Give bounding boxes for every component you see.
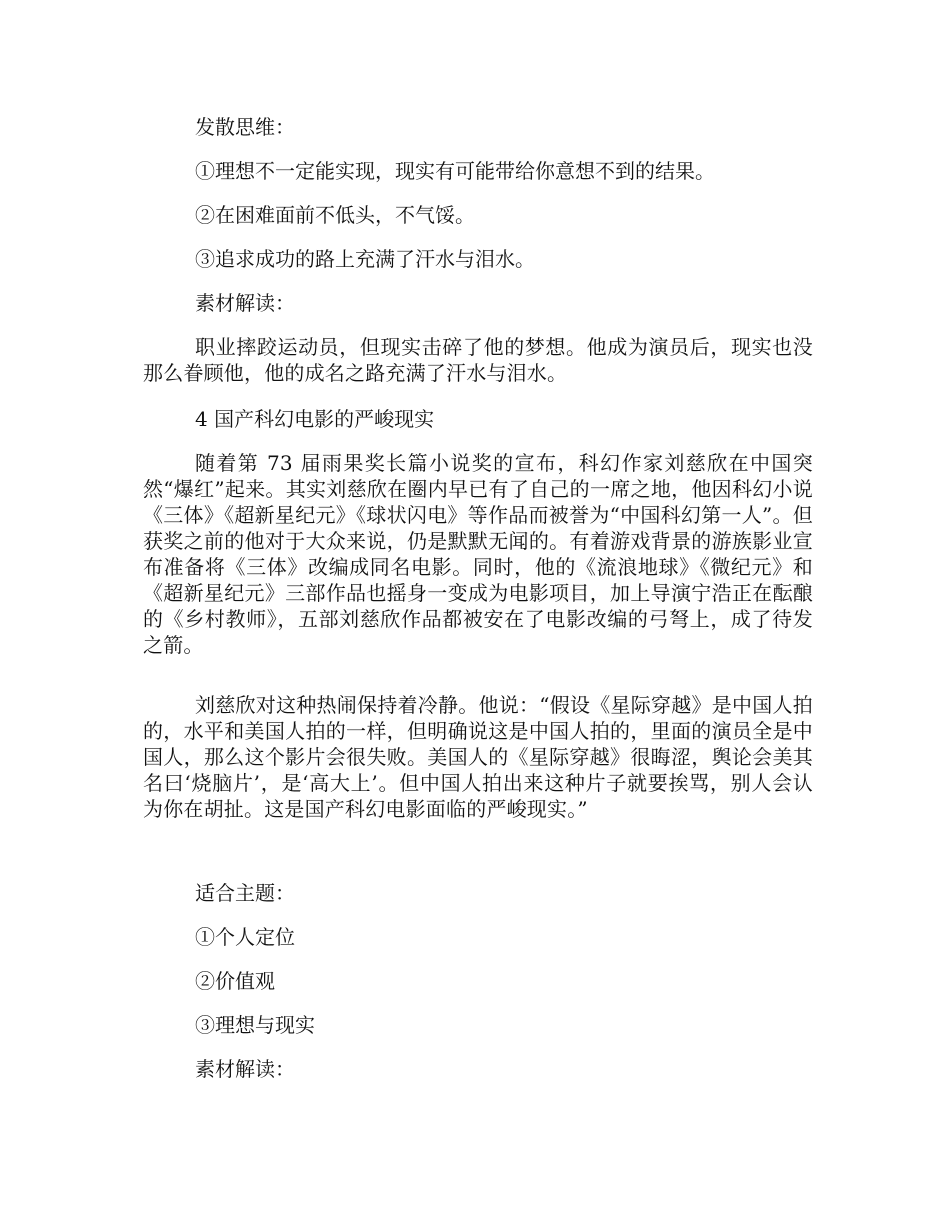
theme-item-2: ②价值观 [195, 969, 275, 993]
section-4-title: 4 国产科幻电影的严峻现实 [195, 407, 435, 431]
material-interpretation-heading-2: 素材解读： [195, 1057, 295, 1081]
theme-item-3: ③理想与现实 [195, 1013, 315, 1037]
theme-item-1: ①个人定位 [195, 925, 295, 949]
material-interpretation-text: 职业摔跤运动员，但现实击碎了他的梦想。他成为演员后，现实也没那么眷顾他，他的成名之路充满了汗水与泪水。 [143, 335, 813, 385]
material-interpretation-heading: 素材解读： [195, 291, 295, 315]
section-4-paragraph-1: 随着第 73 届雨果奖长篇小说奖的宣布，科幻作家刘慈欣在中国突然“爆红”起来。其实刘慈欣在圈内早已有了自己的一席之地，他因科幻小说《三体》《超新星纪元》《球状闪电》等作品而被誉为“中国科幻第一人”。但获奖之前的他对于大众来说，仍是默默无闻的。有着游戏背景的游族影业宣布准备将《三体》改编成同名电影。同时，他的《流浪地球》《微纪元》和《超新星纪元》三部作品也摇身一变成为电影项目，加上导演宁浩正在酝酿的《乡村教师》，五部刘慈欣作品都被安在了电影改编的弓弩上，成了待发之箭。 [143, 451, 813, 657]
divergent-thinking-heading: 发散思维： [195, 115, 295, 139]
divergent-item-3: ③追求成功的路上充满了汗水与泪水。 [195, 247, 535, 271]
divergent-item-2: ②在困难面前不低头，不气馁。 [195, 203, 475, 227]
section-4-paragraph-2: 刘慈欣对这种热闹保持着冷静。他说：“假设《星际穿越》是中国人拍的，水平和美国人拍的一样，但明确说这是中国人拍的，里面的演员全是中国人，那么这个影片会很失败。美国人的《星际穿越》很晦涩，舆论会美其名曰‘烧脑片’，是‘高大上’。但中国人拍出来这种片子就要挨骂，别人会认为你在胡扯。这是国产科幻电影面临的严峻现实。” [143, 693, 813, 821]
suitable-themes-heading: 适合主题： [195, 881, 295, 905]
divergent-item-1: ①理想不一定能实现，现实有可能带给你意想不到的结果。 [195, 159, 715, 183]
